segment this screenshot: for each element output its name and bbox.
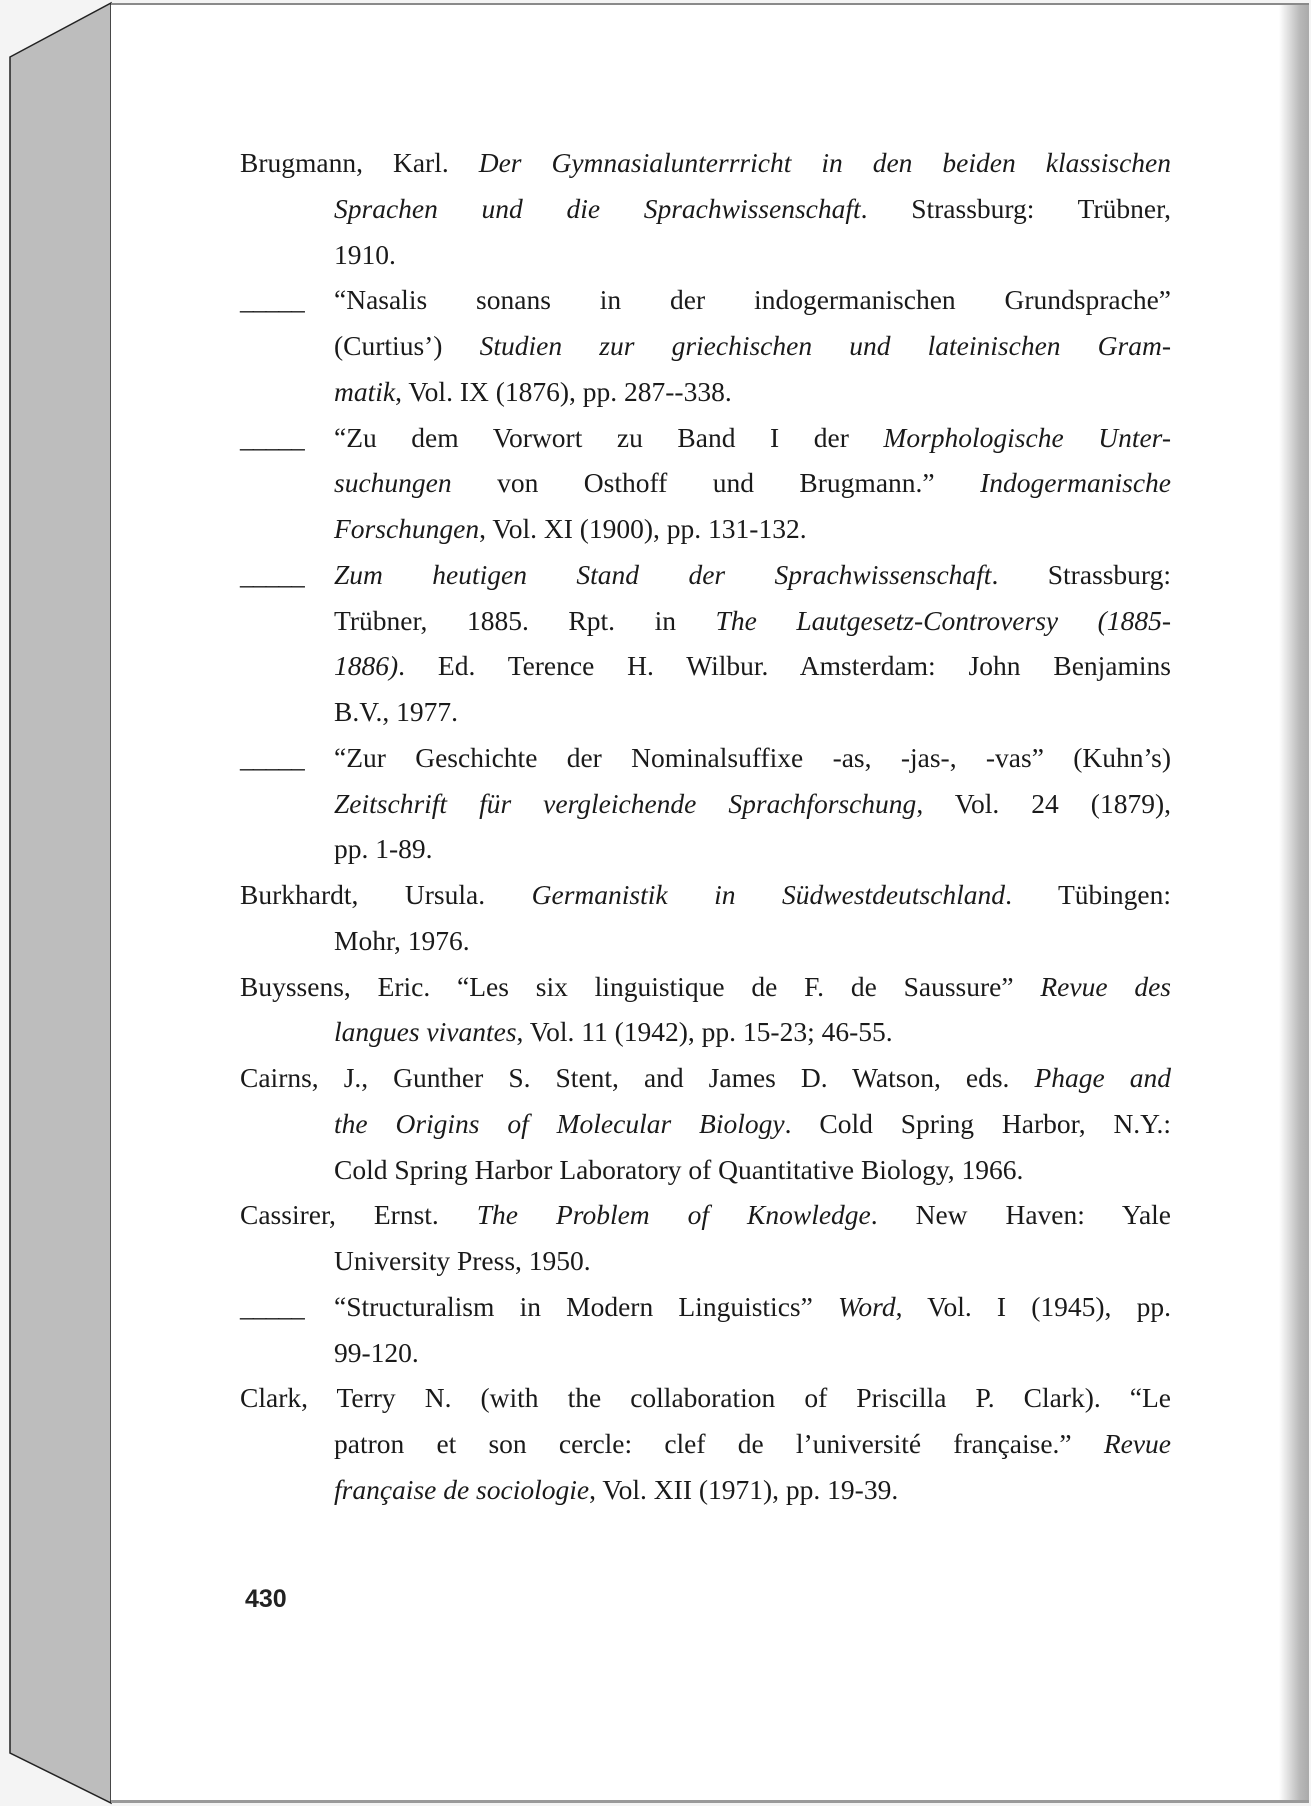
entry-line: [334, 1009, 1171, 1055]
entry-text: , Vol. 24 (1879),: [916, 787, 1172, 819]
entry-text: Clark, Terry N. (with the collaboration of Priscilla P. Clark). “Le: [240, 1382, 1171, 1414]
entry-line: [334, 1421, 1171, 1467]
entry-text: Buyssens, Eric. “Les six linguistique de F. de Saussure”: [240, 970, 1041, 1002]
italic-title-text: the Origins of Molecular Biology: [334, 1107, 785, 1139]
italic-title-text: française de sociologie: [334, 1473, 590, 1505]
italic-title-text: Forschungen: [334, 513, 480, 544]
italic-title-text: Revue des: [1040, 970, 1171, 1002]
entry-text: 99-120.: [334, 1336, 419, 1368]
entry-text: . Cold Spring Harbor, N.Y.:: [784, 1107, 1172, 1139]
entry-line: [334, 369, 1171, 415]
entry-line: [334, 1330, 1171, 1376]
italic-title-text: Word: [838, 1290, 896, 1322]
entry-line: [240, 1055, 1171, 1101]
italic-title-text: Revue: [1103, 1428, 1171, 1459]
entry-text: “Structuralism in Modern Linguistics”: [334, 1290, 838, 1322]
entry-line: [334, 1284, 1171, 1330]
italic-title-text: The Problem of Knowledge: [476, 1199, 871, 1231]
repeat-author-dash: _____: [240, 284, 304, 316]
entry-text: (Curtius’): [334, 330, 480, 361]
entry-text: , Vol. IX (1876), pp. 287--338.: [395, 375, 732, 407]
entry-text: Cassirer, Ernst.: [240, 1199, 477, 1231]
entry-text: Burkhardt, Ursula.: [240, 879, 532, 910]
italic-title-text: Morphologische Unter-: [883, 421, 1171, 453]
entry-line: [240, 1192, 1171, 1238]
entry-text: B.V., 1977.: [334, 696, 459, 727]
entry-line: [334, 323, 1171, 369]
italic-title-text: Zum heutigen Stand der Sprachwissenschaft: [334, 558, 992, 590]
entry-text: Trübner, 1885. Rpt. in: [334, 604, 716, 636]
entry-line: [334, 1467, 1171, 1513]
entry-text: University Press, 1950.: [334, 1245, 591, 1276]
entry-line: [240, 140, 1171, 186]
entry-line: [334, 643, 1171, 689]
entry-line: [240, 964, 1171, 1010]
entry-text: pp. 1-89.: [334, 833, 433, 865]
repeat-author-dash: _____: [240, 421, 304, 453]
entry-text: “Zur Geschichte der Nominalsuffixe -as, -jas-, -vas” (Kuhn’s): [334, 741, 1171, 773]
italic-title-text: matik: [334, 375, 396, 407]
entry-line: [334, 506, 1171, 552]
entry-text: patron et son cercle: clef de l’université française.”: [334, 1428, 1104, 1459]
entry-line: [334, 277, 1171, 323]
entry-text: Cold Spring Harbor Laboratory of Quantitative Biology, 1966.: [334, 1153, 1024, 1185]
entry-line: [334, 735, 1171, 781]
entry-line: [240, 872, 1171, 918]
entry-line: [334, 689, 1171, 735]
italic-title-text: Germanistik in Südwestdeutschland: [531, 879, 1006, 910]
entry-text: Mohr, 1976.: [334, 924, 470, 956]
entry-text: “Zu dem Vorwort zu Band I der: [334, 421, 884, 453]
italic-title-text: langues vivantes: [334, 1016, 517, 1048]
entry-line: [334, 552, 1171, 598]
entry-line: [334, 598, 1171, 644]
entry-line: [334, 826, 1171, 872]
entry-line: [334, 1147, 1171, 1193]
entry-text: . New Haven: Yale: [870, 1199, 1172, 1231]
entry-line: [334, 1101, 1171, 1147]
entry-text: “Nasalis sonans in der indogermanischen Grundsprache”: [334, 284, 1171, 316]
page-edge-shadow: [1279, 5, 1309, 1800]
italic-title-text: The Lautgesetz-Controversy (1885-: [715, 604, 1171, 636]
page-number: 430: [245, 1585, 287, 1613]
entry-line: [240, 1375, 1171, 1421]
entry-text: von Osthoff und Brugmann.”: [451, 467, 981, 499]
entry-line: [334, 918, 1171, 964]
repeat-author-dash: _____: [240, 1290, 304, 1322]
entry-line: [334, 186, 1171, 232]
entry-text: , Vol. 11 (1942), pp. 15-23; 46-55.: [516, 1016, 893, 1048]
italic-title-text: Indogermanische: [980, 467, 1171, 499]
entry-text: . Strassburg:: [991, 558, 1171, 590]
entry-text: . Tübingen:: [1005, 879, 1171, 910]
italic-title-text: Zeitschrift für vergleichende Sprachforschung: [334, 787, 917, 819]
entry-line: [334, 1238, 1171, 1284]
entry-text: . Ed. Terence H. Wilbur. Amsterdam: John Benjamins: [398, 650, 1171, 682]
entry-text: , Vol. XI (1900), pp. 131-132.: [479, 513, 807, 544]
entry-text: , Vol. I (1945), pp.: [895, 1290, 1171, 1322]
italic-title-text: suchungen: [334, 467, 452, 499]
entry-line: [334, 460, 1171, 506]
entry-line: [334, 415, 1171, 461]
italic-title-text: Studien zur griechischen und lateinischen Gram-: [479, 330, 1172, 361]
italic-title-text: Der Gymnasialunterrricht in den beiden klassischen: [478, 147, 1171, 178]
entry-text: , Vol. XII (1971), pp. 19-39.: [589, 1473, 899, 1505]
italic-title-text: 1886): [334, 650, 399, 682]
italic-title-text: Phage and: [1034, 1062, 1171, 1093]
repeat-author-dash: _____: [240, 741, 304, 773]
entry-text: 1910.: [334, 238, 396, 270]
entry-text: Cairns, J., Gunther S. Stent, and James D. Watson, eds.: [240, 1062, 1035, 1093]
repeat-author-dash: _____: [240, 558, 304, 590]
entry-text: . Strassburg: Trübner,: [860, 192, 1171, 224]
italic-title-text: Sprachen und die Sprachwissenschaft: [334, 192, 861, 224]
entry-line: [334, 232, 1171, 278]
entry-line: [334, 781, 1171, 827]
entry-text: Brugmann, Karl.: [240, 147, 479, 178]
